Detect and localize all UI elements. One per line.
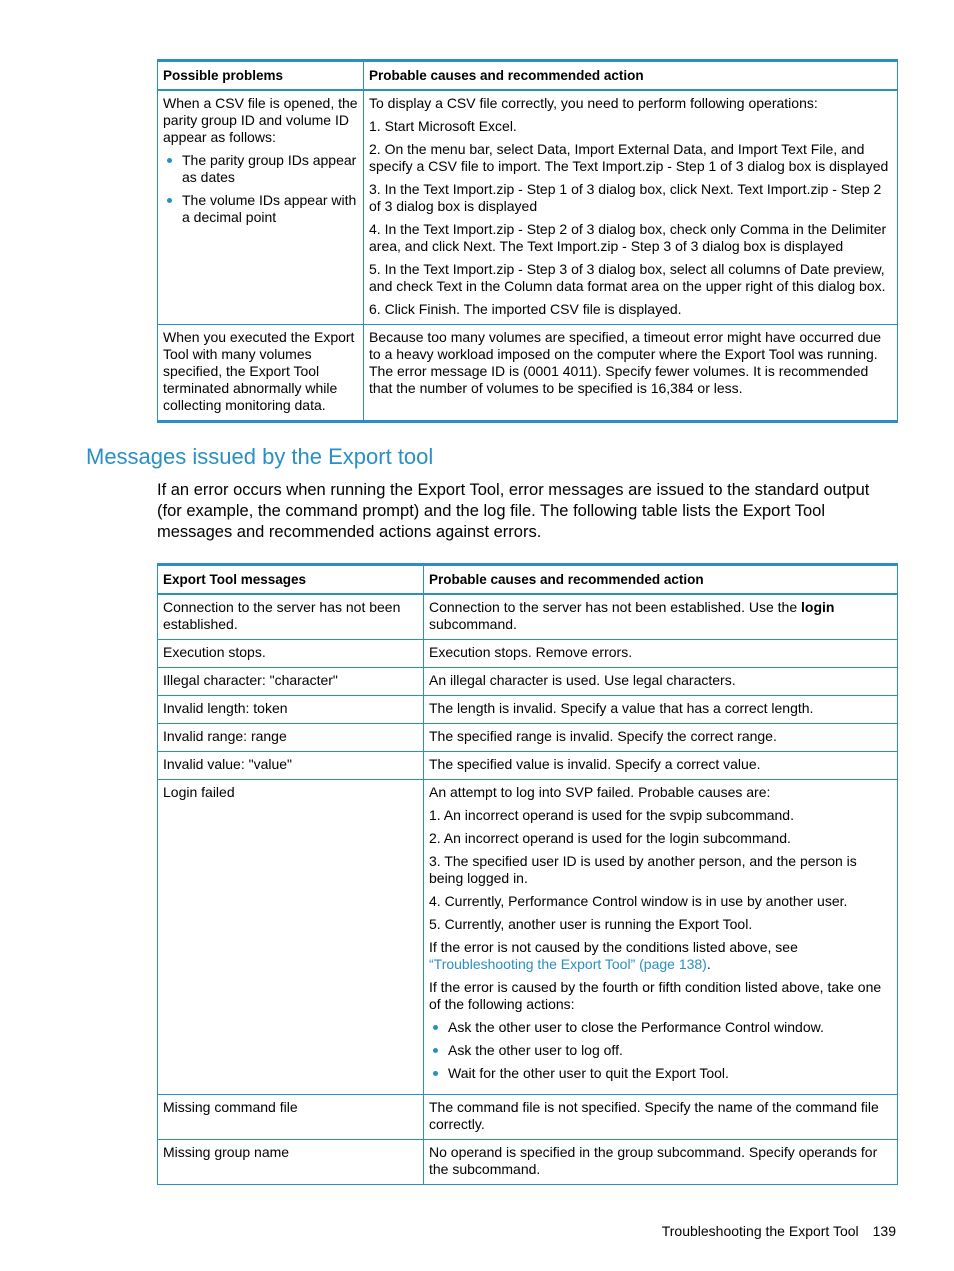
problem-bullet-list [163,152,359,226]
step-item: 5. In the Text Import.zip - Step 3 of 3 dialog box, select all columns of Date preview, and check Text in the Column data format area on the upper right of this dialog box. [369,261,886,294]
action-cell: The command file is not specified. Specify the name of the command file correctly. [424,1095,898,1140]
list-item: Wait for the other user to quit the Export Tool. [429,1065,893,1082]
cause-item: 3. The specified user ID is used by another person, and the person is being logged in. [429,853,857,886]
table-header-row [158,61,898,91]
table-row [158,668,898,696]
problem-cell: When you executed the Export Tool with many volumes specified, the Export Tool terminated abnormally while collecting monitoring data. [158,325,364,422]
troubleshooting-link[interactable]: “Troubleshooting the Export Tool” (page 138) [429,956,707,972]
list-item: Ask the other user to close the Performance Control window. [429,1019,893,1036]
message-cell: Invalid value: "value" [158,752,424,780]
problem-text: When a CSV file is opened, the parity group ID and volume ID appear as follows: [163,95,358,145]
column-header: Probable causes and recommended action [424,565,898,595]
column-header: Export Tool messages [158,565,424,595]
message-cell: Illegal character: "character" [158,668,424,696]
message-cell: Missing group name [158,1140,424,1185]
step-item: 3. In the Text Import.zip - Step 1 of 3 dialog box, click Next. Text Import.zip - Step 2 of 3 dialog box is displayed [369,181,882,214]
message-cell: Login failed [158,780,424,1095]
cause-item: 1. An incorrect operand is used for the svpip subcommand. [429,807,794,823]
message-cell: Missing command file [158,1095,424,1140]
action-intro: An attempt to log into SVP failed. Probable causes are: [429,784,771,800]
section-heading: Messages issued by the Export tool [86,444,434,469]
action-cell: The length is invalid. Specify a value that has a correct length. [424,696,898,724]
message-cell: Invalid length: token [158,696,424,724]
table-row [158,1095,898,1140]
table-header-row [158,565,898,595]
list-item: The parity group IDs appear as dates [163,152,359,186]
action-cell: Because too many volumes are specified, a timeout error might have occurred due to a heavy workload imposed on the computer where the Export Tool was running. The error message ID is (0001 4011). Specify fewer volumes. It is recommended that the number of volumes to be specified is 16,384 or less. [364,325,898,422]
step-item: 4. In the Text Import.zip - Step 2 of 3 dialog box, check only Comma in the Delimiter area, and click Next. The Text Import.zip - Step 3 of 3 dialog box is displayed [369,221,887,254]
message-cell: Connection to the server has not been established. [158,594,424,640]
table-row [158,780,898,1095]
table-row [158,696,898,724]
messages-table [157,563,898,1185]
action-cell [424,594,898,640]
cause-item: 5. Currently, another user is running the Export Tool. [429,916,753,932]
command-name: login [801,599,835,615]
action-cell: Execution stops. Remove errors. [424,640,898,668]
action-text: Connection to the server has not been established. Use the [429,599,802,615]
message-cell: Invalid range: range [158,724,424,752]
action-cell: The specified value is invalid. Specify a correct value. [424,752,898,780]
table-row [158,1140,898,1185]
table-row [158,325,898,422]
message-cell: Execution stops. [158,640,424,668]
action-cell: No operand is specified in the group subcommand. Specify operands for the subcommand. [424,1140,898,1185]
step-item: 1. Start Microsoft Excel. [369,118,517,134]
table-row [158,90,898,325]
column-header: Possible problems [158,61,364,91]
table-row [158,640,898,668]
fourth-fifth-text: If the error is caused by the fourth or fifth condition listed above, take one of the following actions: [429,979,882,1012]
action-cell: An illegal character is used. Use legal characters. [424,668,898,696]
action-cell [364,90,898,325]
action-intro: To display a CSV file correctly, you need to perform following operations: [369,95,818,111]
footer-title: Troubleshooting the Export Tool [661,1223,859,1239]
table-row [158,724,898,752]
step-item: 6. Click Finish. The imported CSV file is displayed. [369,301,682,317]
list-item: Ask the other user to log off. [429,1042,893,1059]
section-intro: If an error occurs when running the Export Tool, error messages are issued to the standard output (for example, the command prompt) and the log file. The following table lists the Export Tool messages and recommended actions against errors. [157,481,870,541]
problem-cell [158,90,364,325]
action-bullet-list [429,1019,893,1082]
column-header: Probable causes and recommended action [364,61,898,91]
list-item: The volume IDs appear with a decimal point [163,192,359,226]
table-row [158,752,898,780]
problems-table [157,59,898,423]
reference-text: If the error is not caused by the conditions listed above, see [429,939,798,955]
cause-item: 2. An incorrect operand is used for the login subcommand. [429,830,791,846]
table-row [158,594,898,640]
page-footer [662,1223,896,1239]
step-item: 2. On the menu bar, select Data, Import External Data, and Import Text File, and specify a CSV file to import. The Text Import.zip - Step 1 of 3 dialog box is displayed [369,141,889,174]
page-number: 139 [872,1223,896,1239]
reference-paragraph [429,939,893,973]
action-cell: The specified range is invalid. Specify the correct range. [424,724,898,752]
reference-text: . [706,956,711,972]
action-cell [424,780,898,1095]
action-text: subcommand. [429,616,517,632]
cause-item: 4. Currently, Performance Control window is in use by another user. [429,893,848,909]
